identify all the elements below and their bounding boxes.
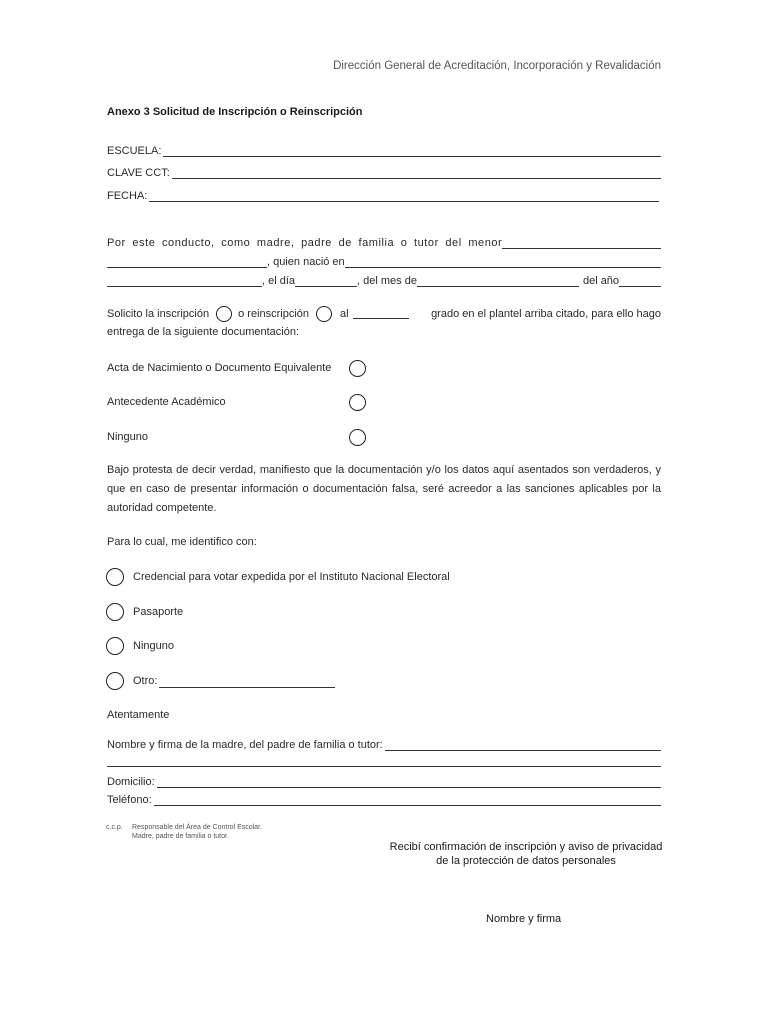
birthplace-cont-line[interactable]	[107, 276, 262, 287]
doc-label-acta: Acta de Nacimiento o Documento Equivalente	[107, 362, 332, 374]
al-label: al	[340, 308, 349, 320]
guardian-line-3	[107, 271, 661, 287]
reinscripcion-label: o reinscripción	[238, 308, 310, 320]
inscripcion-radio[interactable]	[216, 306, 232, 322]
menor-name-line[interactable]	[502, 238, 661, 249]
year-line[interactable]	[619, 276, 661, 287]
closing-text: Atentamente	[107, 709, 170, 721]
month-line[interactable]	[417, 276, 579, 287]
nacio-en-label: , quien nació en	[267, 256, 345, 268]
id-label-credencial: Credencial para votar expedida por el Instituto Nacional Electoral	[133, 571, 450, 583]
domicilio-field[interactable]	[107, 774, 661, 788]
receipt-block	[372, 840, 680, 868]
id-label-pasaporte: Pasaporte	[133, 606, 184, 618]
escuela-line[interactable]	[163, 146, 661, 157]
clave-cct-field[interactable]	[107, 165, 661, 179]
fecha-label: FECHA:	[107, 190, 148, 202]
guardian-line-1	[107, 233, 661, 249]
telefono-label: Teléfono:	[107, 794, 152, 806]
nombre-firma-line[interactable]	[385, 740, 661, 751]
doc-radio-antecedente[interactable]	[349, 394, 366, 411]
domicilio-line[interactable]	[157, 777, 661, 788]
doc-label-antecedente: Antecedente Académico	[107, 396, 226, 408]
ccp-line-1: Responsable del Área de Control Escolar.	[132, 824, 262, 831]
doc-item-ninguno[interactable]	[107, 427, 148, 447]
grade-line[interactable]	[353, 308, 409, 319]
ccp-line-2: Madre, padre de familia o tutor.	[132, 833, 229, 840]
reinscripcion-radio[interactable]	[316, 306, 332, 322]
menor-name-cont-line[interactable]	[107, 257, 267, 268]
fecha-field[interactable]	[107, 188, 659, 202]
declaration-paragraph: Bajo protesta de decir verdad, manifiesto que la documentación y/o los datos aquí asentados son verdaderos, y que en caso de presentar información o documentación falsa, seré acreedor a las sanciones aplicables por la autoridad competente.	[107, 464, 661, 514]
id-radio-pasaporte[interactable]	[106, 603, 124, 621]
nombre-firma-label: Nombre y firma de la madre, del padre de familia o tutor:	[107, 739, 383, 751]
id-item-credencial[interactable]	[106, 567, 450, 587]
id-radio-ninguno[interactable]	[106, 637, 124, 655]
clave-cct-label: CLAVE CCT:	[107, 167, 170, 179]
escuela-field[interactable]	[107, 143, 661, 157]
doc-item-antecedente[interactable]	[107, 392, 226, 412]
telefono-field[interactable]	[107, 792, 661, 806]
del-ano-label: del año	[582, 275, 620, 287]
id-radio-credencial[interactable]	[106, 568, 124, 586]
id-item-pasaporte[interactable]	[106, 602, 183, 622]
fecha-line[interactable]	[149, 191, 659, 202]
doc-radio-acta[interactable]	[349, 360, 366, 377]
el-dia-label: , el día	[262, 275, 296, 287]
day-line[interactable]	[295, 276, 357, 287]
domicilio-label: Domicilio:	[107, 776, 155, 788]
id-radio-otro[interactable]	[106, 672, 124, 690]
form-title: Anexo 3 Solicitud de Inscripción o Reinscripción	[107, 106, 363, 118]
clave-cct-line[interactable]	[172, 168, 661, 179]
id-intro: Para lo cual, me identifico con:	[107, 536, 257, 548]
receipt-signature-label: Nombre y firma	[486, 913, 562, 925]
id-label-ninguno: Ninguno	[133, 640, 174, 652]
id-item-otro[interactable]	[106, 671, 335, 691]
doc-radio-ninguno[interactable]	[349, 429, 366, 446]
guardian-line-2	[107, 252, 661, 268]
solicito-label: Solicito la inscripción	[107, 308, 210, 320]
doc-label-ninguno: Ninguno	[107, 431, 148, 443]
del-mes-label: , del mes de	[357, 275, 417, 287]
request-line-2: entrega de la siguiente documentación:	[107, 326, 300, 338]
receipt-line-1: Recibí confirmación de inscripción y aviso de privacidad	[389, 841, 663, 853]
telefono-line[interactable]	[154, 795, 661, 806]
birthplace-line[interactable]	[345, 257, 661, 268]
request-line	[107, 305, 661, 323]
id-label-otro: Otro:	[133, 675, 158, 687]
id-item-ninguno[interactable]	[106, 636, 174, 656]
otro-line[interactable]	[159, 675, 335, 688]
doc-item-acta[interactable]	[107, 358, 331, 378]
nombre-firma-line-2[interactable]	[107, 766, 661, 767]
grado-label: grado en el plantel arriba citado, para ello hago	[431, 308, 661, 320]
ccp-key: c.c.p.	[106, 824, 123, 831]
organization-header: Dirección General de Acreditación, Incorporación y Revalidación	[333, 60, 661, 72]
guardian-text-1: Por este conducto, como madre, padre de familia o tutor del menor	[107, 237, 503, 249]
nombre-firma-field[interactable]	[107, 737, 661, 751]
ccp-block	[106, 823, 262, 841]
escuela-label: ESCUELA:	[107, 145, 162, 157]
receipt-line-2: de la protección de datos personales	[436, 855, 616, 867]
